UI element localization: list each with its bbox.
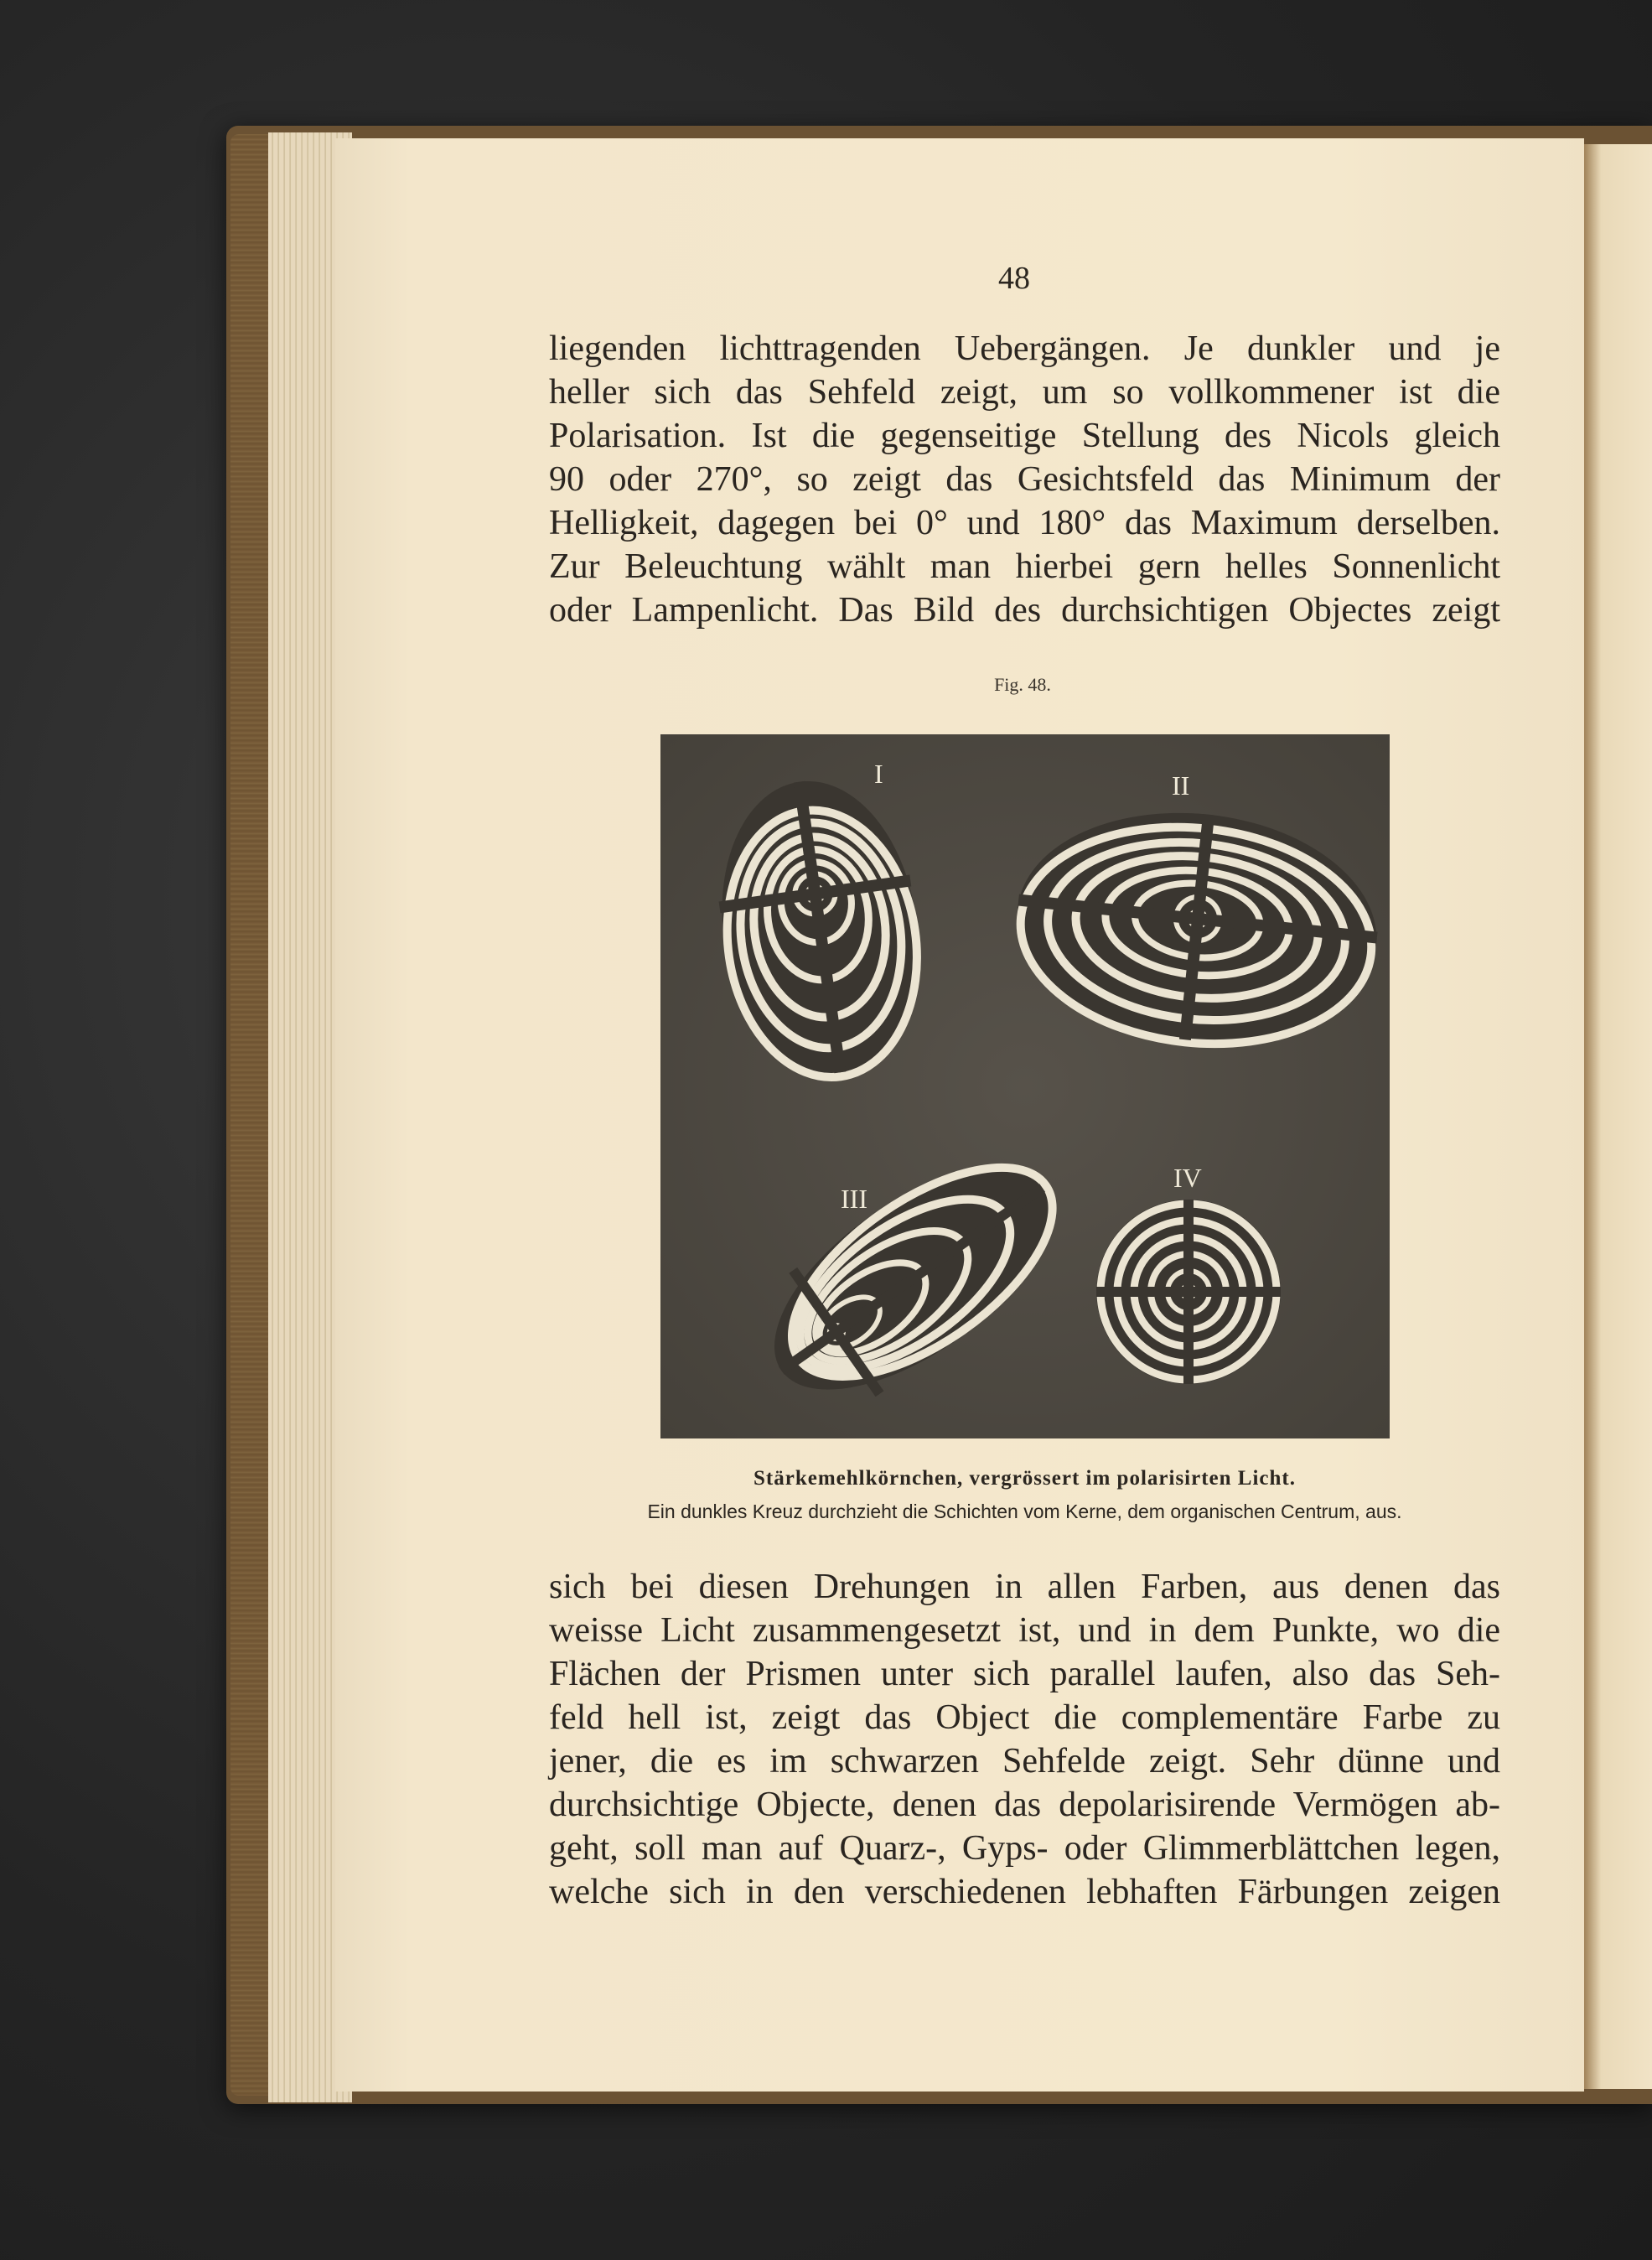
text-line: 90 oder 270°, so zeigt das Gesichtsfeld das Minimum der <box>549 460 1500 499</box>
facing-page-edge <box>1584 144 1652 2089</box>
text-line: oder Lampenlicht. Das Bild des durchsichtigen Objectes zeigt <box>549 591 1500 630</box>
text-line: Zur Beleuchtung wählt man hierbei gern helles Sonnenlicht <box>549 547 1500 586</box>
text-line: jener, die es im schwarzen Sehfelde zeigt. Sehr dünne und <box>549 1742 1500 1781</box>
text-line: liegenden lichttragenden Uebergängen. Je dunkler und je <box>549 329 1500 368</box>
text-line: geht, soll man auf Quarz-, Gyps- oder Glimmerblättchen legen, <box>549 1829 1500 1868</box>
text-line: heller sich das Sehfeld zeigt, um so vollkommener ist die <box>549 373 1500 412</box>
text-line: feld hell ist, zeigt das Object die complementäre Farbe zu <box>549 1698 1500 1737</box>
text-line: Helligkeit, dagegen bei 0° und 180° das Maximum derselben. <box>549 504 1500 542</box>
figure-caption-text: Ein dunkles Kreuz durchzieht die Schichten vom Kerne, dem organischen Centrum, aus. <box>647 1501 1402 1522</box>
text-line: welche sich in den verschiedenen lebhaften Färbungen zeigen <box>549 1873 1500 1911</box>
text-line: durchsichtige Objecte, denen das depolarisirende Vermögen ab- <box>549 1786 1500 1824</box>
text-line: sich bei diesen Drehungen in allen Farben, aus denen das <box>549 1568 1500 1606</box>
body-text-bottom <box>549 1565 1500 1914</box>
figure-illustration <box>660 734 1390 1438</box>
figure-caption-title: Stärkemehlkörnchen, vergrössert im polarisirten Licht. <box>753 1467 1296 1490</box>
text-line: weisse Licht zusammengesetzt ist, und in dem Punkte, wo die <box>549 1611 1500 1650</box>
starch-grain-iv <box>1096 1200 1281 1384</box>
body-text-top <box>549 327 1500 632</box>
panel-label-iv: IV <box>1173 1163 1202 1193</box>
text-line: Flächen der Prismen unter sich parallel laufen, also das Seh- <box>549 1655 1500 1693</box>
text-line: Polarisation. Ist die gegenseitige Stellung des Nicols gleich <box>549 417 1500 455</box>
figure-label: Fig. 48. <box>994 674 1051 695</box>
page-number: 48 <box>998 261 1030 296</box>
panel-label-ii: II <box>1172 770 1190 801</box>
figure-starch-grains <box>660 734 1390 1438</box>
panel-label-iii: III <box>841 1184 867 1214</box>
book-spine-edge <box>230 134 272 2096</box>
panel-label-i: I <box>874 759 883 789</box>
